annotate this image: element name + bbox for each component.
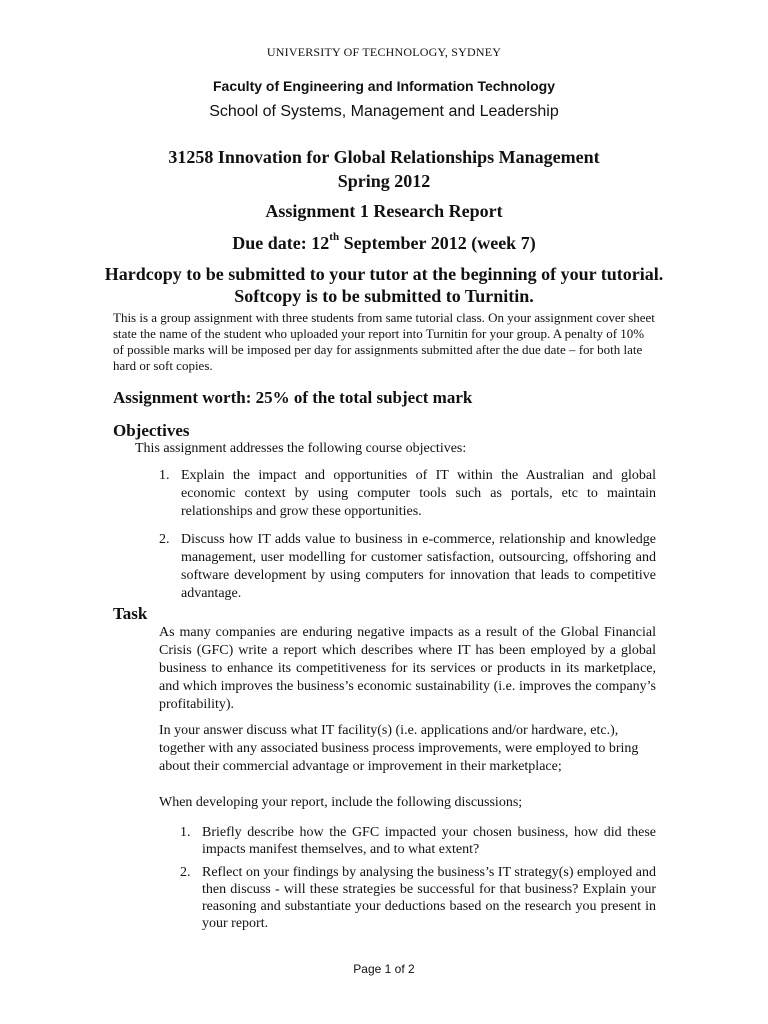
task-paragraph-1: As many companies are enduring negative impacts as a result of the Global Financial Crisis (GFC) write a report which describes where IT has been employed by a global business to enhance its competitiveness for its services or products in its marketplace, and which improves the business’s economic sustainability (i.e. improves the company’s profitability). [159,625,656,712]
list-item-text: Briefly describe how the GFC impacted your chosen business, how did these impacts manifest themselves, and to what extent? [202,825,656,857]
list-item-text: Reflect on your findings by analysing the business’s IT strategy(s) employed and then discuss - will these strategies be successful for that business? Explain your reasoning and substantiate your deductions based on the research you present in your report. [202,865,656,931]
due-date-prefix: Due date: 12 [232,233,330,253]
university-name: UNIVERSITY OF TECHNOLOGY, SYDNEY [266,45,502,59]
course-term: Spring 2012 [337,171,431,191]
school-name: School of Systems, Management and Leadership [209,103,559,120]
task-paragraph-2: In your answer discuss what IT facility(s) (i.e. applications and/or hardware, etc.), together with any associated business process improvements, were employed to bring about their commercial advantage or improvement in their marketplace; [159,723,639,774]
list-item [159,467,656,521]
due-date-suffix: September 2012 (week 7) [339,233,536,253]
list-item [180,824,656,858]
list-item-text: Explain the impact and opportunities of IT within the Australian and global economic context by using computer tools such as portals, etc to maintain relationships and grow these opportunities. [181,468,656,519]
submission-instructions [0,263,768,307]
objectives-intro: This assignment addresses the following course objectives: [135,441,467,456]
list-item [180,864,656,932]
list-number: 1. [180,825,191,840]
objectives-list [159,467,656,603]
list-number: 2. [180,865,191,880]
intro-paragraph: This is a group assignment with three students from same tutorial class. On your assignment cover sheet state the name of the student who uploaded your report into Turnitin for your group. A penalty of 10% of possible marks will be imposed per day for assignments submitted after the due date – for both late hard or soft copies. [113,310,655,373]
course-heading [0,145,768,193]
page-number: Page 1 of 2 [353,962,415,976]
objectives-heading: Objectives [113,421,190,440]
due-date [0,233,768,254]
faculty-name: Faculty of Engineering and Information Technology [213,78,555,94]
hardcopy-instruction: Hardcopy to be submitted to your tutor at the beginning of your tutorial. [104,264,664,284]
due-date-ordinal: th [329,231,340,243]
list-item [159,531,656,603]
list-item-text: Discuss how IT adds value to business in e-commerce, relationship and knowledge management, user modelling for customer satisfaction, outsourcing, offshoring and software development by using computers for innovation that leads to competitive advantage. [181,532,656,601]
list-number: 1. [159,468,170,483]
list-number: 2. [159,532,170,547]
task-heading: Task [113,604,148,623]
assignment-worth: Assignment worth: 25% of the total subject mark [113,388,473,407]
course-title: 31258 Innovation for Global Relationships Management [168,147,600,167]
assignment-title: Assignment 1 Research Report [265,201,503,221]
task-discussion-list [180,824,656,932]
task-paragraph-3: When developing your report, include the following discussions; [159,795,523,810]
softcopy-instruction: Softcopy is to be submitted to Turnitin. [234,286,534,306]
